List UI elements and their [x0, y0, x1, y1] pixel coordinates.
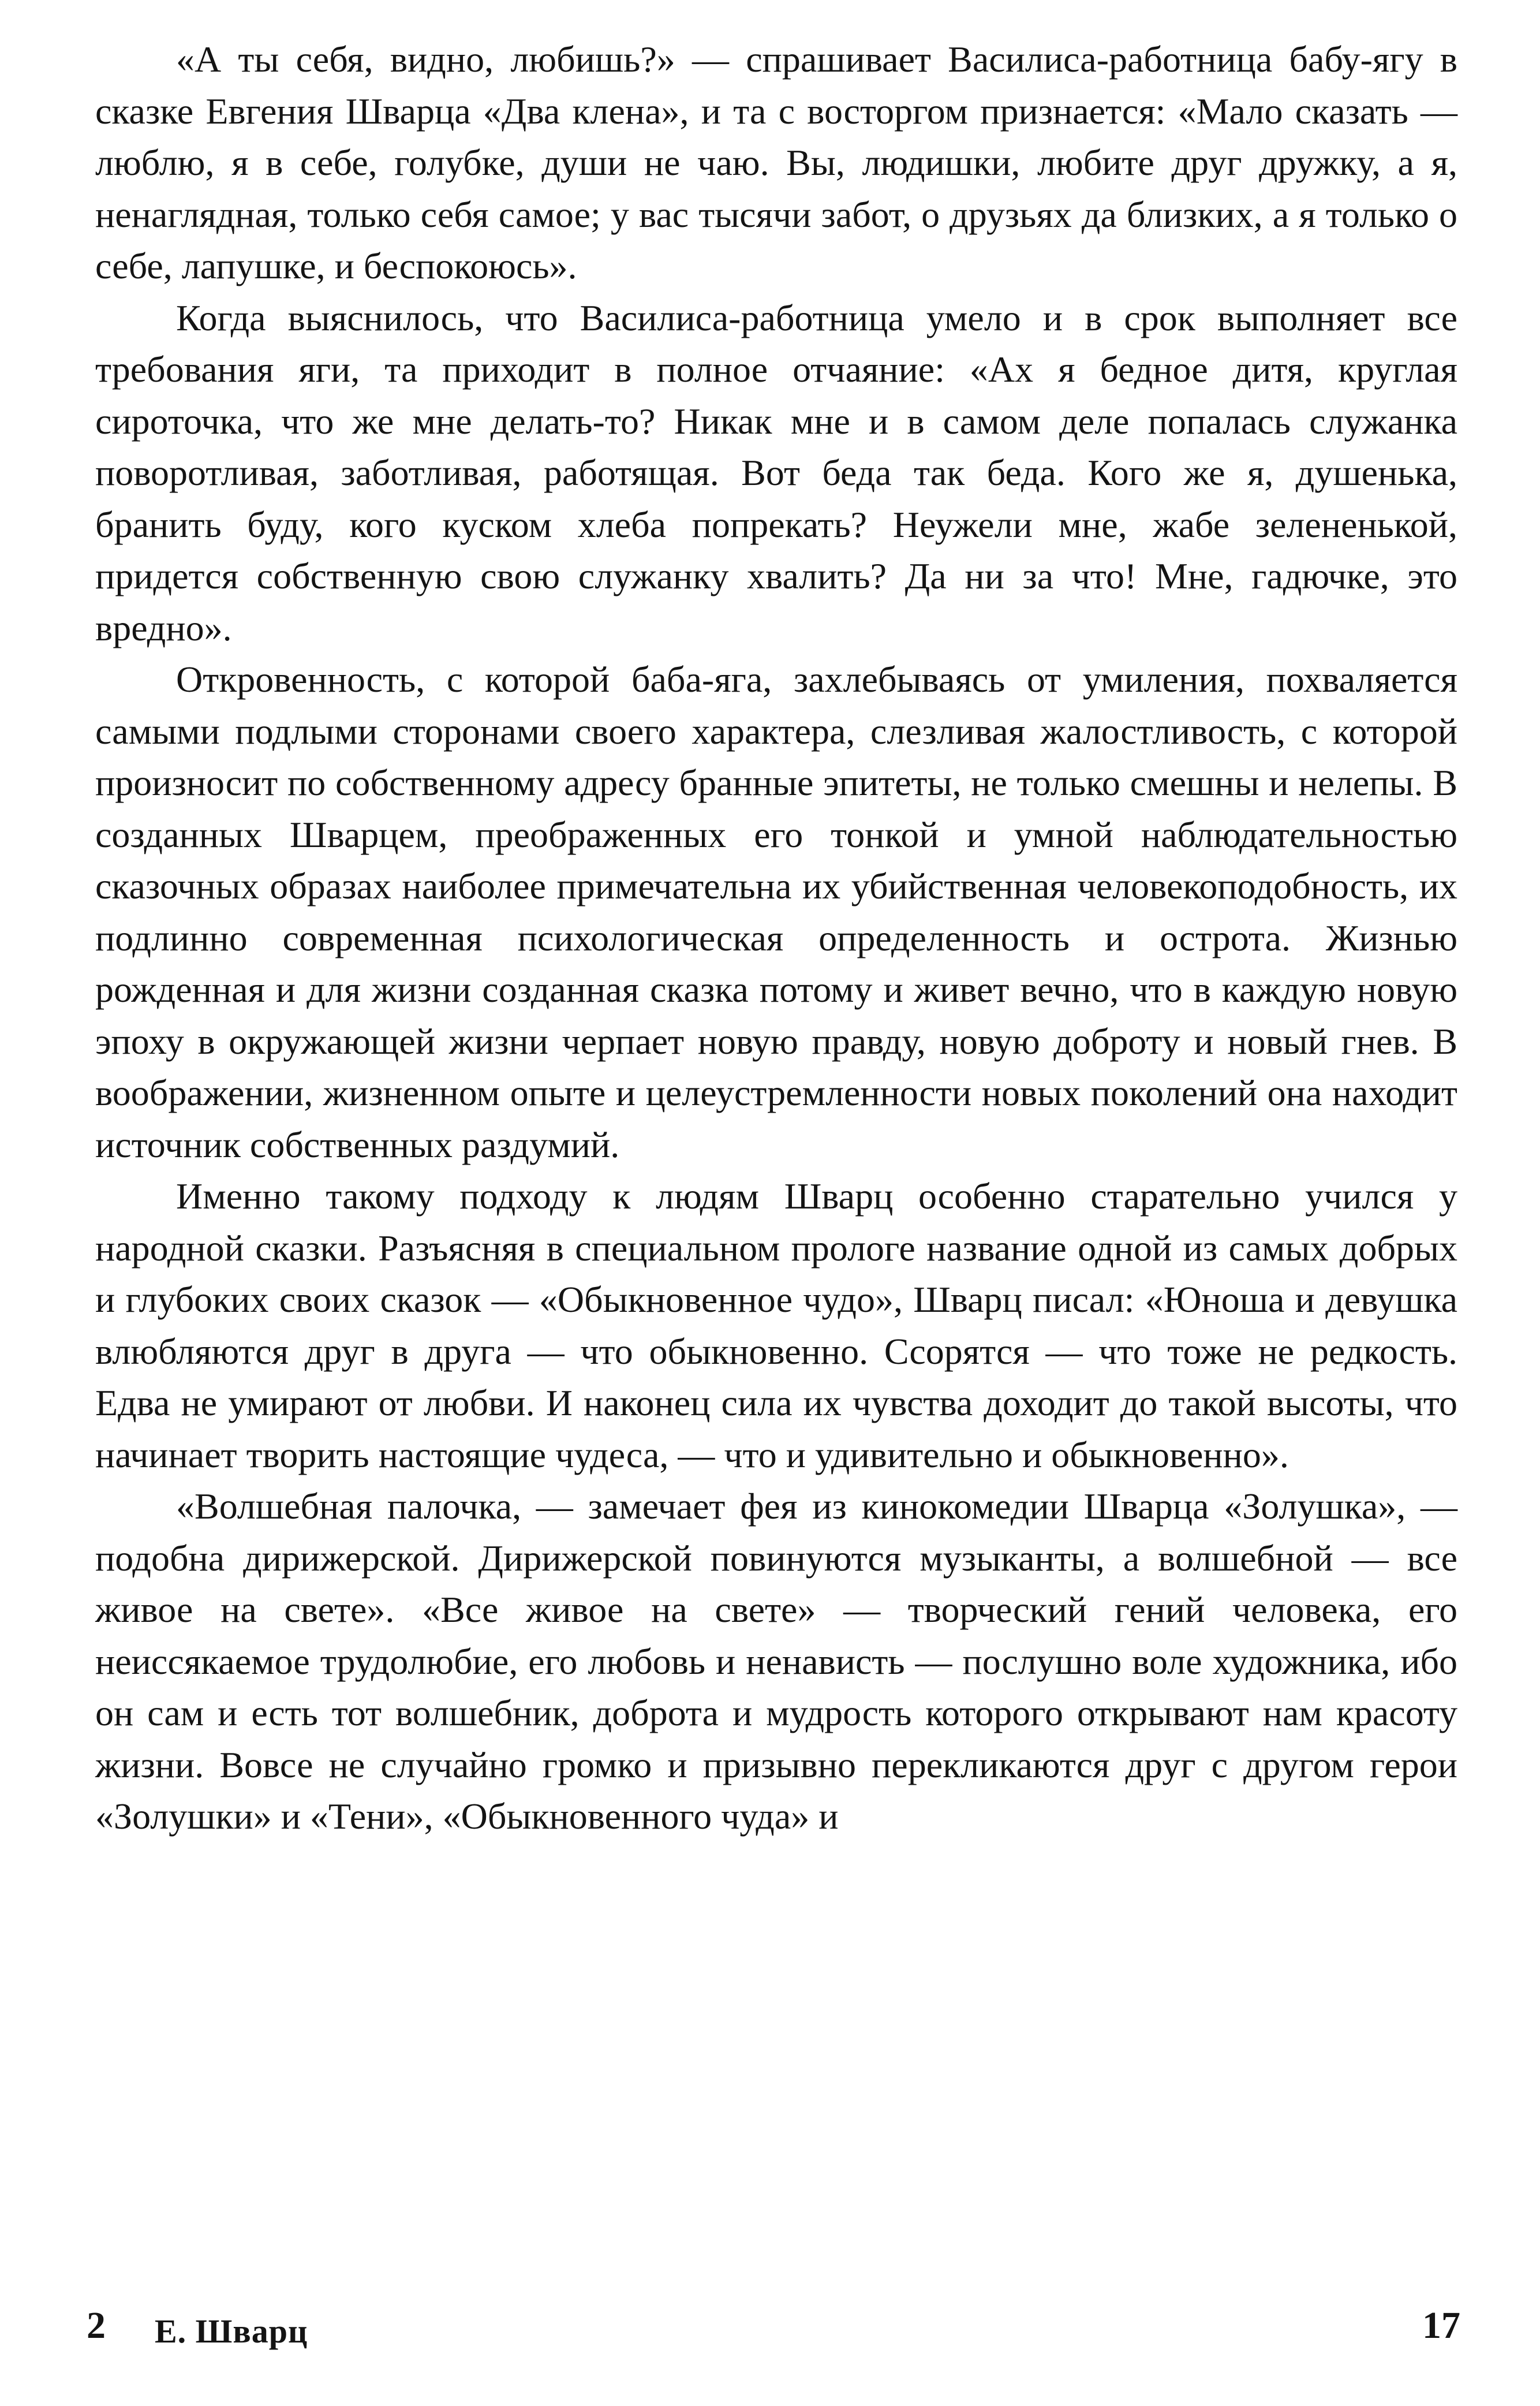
page-body	[95, 33, 1457, 1842]
paragraph-1: «А ты себя, видно, любишь?» — спрашивает Василиса-работница бабу-ягу в сказке Евгения Шварца «Два клена», и та с восторгом признается: «Мало сказать — люблю, я в себе, голубке, души не чаю. Вы, людишки, любите друг дружку, а я, ненаглядная, только себя самое; у вас тысячи забот, о друзьях да близких, а я только о себе, лапушке, и беспокоюсь».	[95, 39, 1457, 286]
paragraph-5: «Волшебная палочка, — замечает фея из кинокомедии Шварца «Золушка», — подобна дирижерской. Дирижерской повинуются музыканты, а волшебной — все живое на свете». «Все живое на свете» — творческий гений человека, его неиссякаемое трудолюбие, его любовь и ненависть — послушно воле художника, ибо он сам и есть тот волшебник, доброта и мудрость которого открывают нам красоту жизни. Вовсе не случайно громко и призывно перекликаются друг с другом герои «Золушки» и «Тени», «Обыкновенного чуда» и	[95, 1486, 1457, 1837]
signature-author: Е. Шварц	[155, 2312, 308, 2350]
page-footer	[87, 2304, 1460, 2367]
paragraph-3: Откровенность, с которой баба-яга, захлебываясь от умиления, похваляется самыми подлыми сторонами своего характера, слезливая жалостливость, с которой произносит по собственному адресу бранные эпитеты, не только смешны и нелепы. В созданных Шварцем, преображенных его тонкой и умной наблюдательностью сказочных образах наиболее примечательна их убийственная человекоподобность, их подлинно современная психологическая определенность и острота. Жизнью рожденная и для жизни созданная сказка потому и живет вечно, что в каждую новую эпоху в окружающей жизни черпает новую правду, новую доброту и новый гнев. В воображении, жизненном опыте и целеустремленности новых поколений она находит источник собственных раздумий.	[95, 659, 1457, 1165]
paragraph-2: Когда выяснилось, что Василиса-работница умело и в срок выполняет все требования яги, та приходит в полное отчаяние: «Ах я бедное дитя, круглая сироточка, что же мне делать-то? Никак мне и в самом деле попалась служанка поворотливая, заботливая, работящая. Вот беда так беда. Кого же я, душенька, бранить буду, кого куском хлеба попрекать? Неужели мне, жабе зелененькой, придется собственную свою служанку хвалить? Да ни за что! Мне, гадючке, это вредно».	[95, 297, 1457, 648]
paragraph-4: Именно такому подходу к людям Шварц особенно старательно учился у народной сказки. Разъясняя в специальном прологе название одной из самых добрых и глубоких своих сказок — «Обыкновенное чудо», Шварц писал: «Юноша и девушка влюбляются друг в друга — что обыкновенно. Ссорятся — что тоже не редкость. Едва не умирают от любви. И наконец сила их чувства доходит до такой высоты, что начинает творить настоящие чудеса, — что и удивительно и обыкновенно».	[95, 1176, 1457, 1475]
signature-number: 2	[87, 2304, 106, 2347]
page-number: 17	[1422, 2304, 1460, 2347]
